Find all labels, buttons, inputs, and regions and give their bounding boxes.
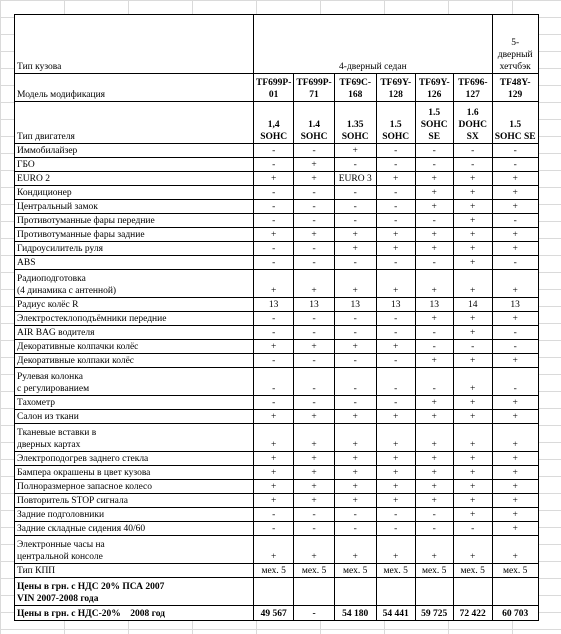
feature-value: - xyxy=(376,158,415,172)
feature-value: + xyxy=(334,466,376,480)
feature-row xyxy=(15,480,539,494)
feature-row xyxy=(15,326,539,340)
feature-value: + xyxy=(453,368,492,396)
feature-label: Бампера окрашены в цвет кузова xyxy=(15,466,254,480)
feature-row xyxy=(15,536,539,564)
feature-value: + xyxy=(376,172,415,186)
price-2007-value xyxy=(334,578,376,606)
feature-label: Декоративные колпаки колёс xyxy=(15,354,254,368)
feature-value: 14 xyxy=(453,298,492,312)
feature-value: + xyxy=(453,256,492,270)
feature-label: Электронные часы на центральной консоле xyxy=(15,536,254,564)
feature-value: - xyxy=(254,522,294,536)
feature-value: + xyxy=(453,214,492,228)
feature-label: Противотуманные фары задние xyxy=(15,228,254,242)
feature-value: + xyxy=(453,312,492,326)
feature-value: мех. 5 xyxy=(254,564,294,578)
feature-label: Полноразмерное запасное колесо xyxy=(15,480,254,494)
feature-value: - xyxy=(294,214,334,228)
feature-label: Задние складные сидения 40/60 xyxy=(15,522,254,536)
price-2007-value xyxy=(254,578,294,606)
feature-label: Кондиционер xyxy=(15,186,254,200)
feature-value: - xyxy=(334,312,376,326)
feature-row xyxy=(15,508,539,522)
feature-value: + xyxy=(415,536,453,564)
feature-value: 13 xyxy=(415,298,453,312)
model-code-2: TF699P- 71 xyxy=(294,74,334,102)
feature-value: + xyxy=(453,242,492,256)
feature-label: Задние подголовники xyxy=(15,508,254,522)
model-code-1: TF699P- 01 xyxy=(254,74,294,102)
feature-value: - xyxy=(453,144,492,158)
feature-value: + xyxy=(453,508,492,522)
engine-type-2: 1.4 SOHC xyxy=(294,102,334,144)
feature-row xyxy=(15,368,539,396)
feature-row xyxy=(15,522,539,536)
feature-value: + xyxy=(294,536,334,564)
feature-row xyxy=(15,298,539,312)
feature-value: 13 xyxy=(376,298,415,312)
feature-value: - xyxy=(376,354,415,368)
feature-value: - xyxy=(376,508,415,522)
engine-type-3: 1.35 SOHC xyxy=(334,102,376,144)
feature-value: - xyxy=(492,368,538,396)
feature-value: - xyxy=(254,312,294,326)
feature-value: + xyxy=(453,186,492,200)
price-2007-value xyxy=(376,578,415,606)
feature-value: + xyxy=(492,452,538,466)
price-2008-value: 54 180 xyxy=(334,606,376,621)
feature-value: + xyxy=(376,340,415,354)
feature-value: - xyxy=(254,354,294,368)
feature-value: - xyxy=(376,396,415,410)
feature-value: - xyxy=(334,354,376,368)
feature-value: + xyxy=(334,424,376,452)
feature-value: + xyxy=(453,396,492,410)
feature-value: - xyxy=(334,256,376,270)
feature-value: + xyxy=(376,452,415,466)
feature-value: + xyxy=(453,480,492,494)
feature-value: + xyxy=(334,242,376,256)
feature-value: + xyxy=(334,452,376,466)
feature-value: - xyxy=(334,200,376,214)
feature-value: + xyxy=(453,354,492,368)
feature-value: - xyxy=(492,326,538,340)
feature-value: + xyxy=(334,340,376,354)
feature-value: + xyxy=(254,480,294,494)
feature-value: + xyxy=(334,410,376,424)
feature-value: + xyxy=(294,452,334,466)
feature-row xyxy=(15,158,539,172)
feature-value: - xyxy=(376,214,415,228)
feature-value: - xyxy=(415,214,453,228)
feature-value: + xyxy=(294,424,334,452)
feature-value: - xyxy=(254,200,294,214)
feature-row xyxy=(15,452,539,466)
price-2008-value: 72 422 xyxy=(453,606,492,621)
feature-value: + xyxy=(415,186,453,200)
feature-value: - xyxy=(294,508,334,522)
feature-value: + xyxy=(294,270,334,298)
feature-value: - xyxy=(334,186,376,200)
feature-row xyxy=(15,242,539,256)
feature-value: мех. 5 xyxy=(492,564,538,578)
feature-value: - xyxy=(415,522,453,536)
feature-value: + xyxy=(492,186,538,200)
feature-value: EURO 3 xyxy=(334,172,376,186)
feature-value: + xyxy=(492,410,538,424)
feature-row xyxy=(15,564,539,578)
feature-value: + xyxy=(492,200,538,214)
feature-value: + xyxy=(492,228,538,242)
feature-label: Салон из ткани xyxy=(15,410,254,424)
specs-table xyxy=(14,14,539,621)
feature-value: - xyxy=(254,214,294,228)
feature-label: Электроподогрев заднего стекла xyxy=(15,452,254,466)
feature-value: - xyxy=(415,368,453,396)
feature-label: ГБО xyxy=(15,158,254,172)
model-code-6: TF696- 127 xyxy=(453,74,492,102)
feature-value: + xyxy=(415,424,453,452)
feature-value: - xyxy=(415,326,453,340)
feature-label: Тип КПП xyxy=(15,564,254,578)
feature-value: + xyxy=(453,452,492,466)
feature-value: - xyxy=(254,186,294,200)
feature-value: + xyxy=(254,452,294,466)
feature-value: + xyxy=(453,466,492,480)
feature-value: - xyxy=(334,508,376,522)
feature-value: - xyxy=(415,256,453,270)
feature-value: - xyxy=(294,522,334,536)
model-code-5: TF69Y- 126 xyxy=(415,74,453,102)
feature-value: + xyxy=(376,480,415,494)
feature-value: + xyxy=(453,536,492,564)
feature-value: + xyxy=(453,494,492,508)
feature-value: + xyxy=(254,536,294,564)
feature-row xyxy=(15,186,539,200)
price-2008-value: 59 725 xyxy=(415,606,453,621)
feature-value: - xyxy=(376,186,415,200)
feature-value: + xyxy=(492,494,538,508)
feature-value: - xyxy=(415,340,453,354)
feature-label: Гидроусилитель руля xyxy=(15,242,254,256)
price-2008-label: Цены в грн. с НДС-20% 2008 год xyxy=(15,606,254,621)
feature-value: - xyxy=(294,242,334,256)
body-type-label: Тип кузова xyxy=(15,15,254,74)
feature-value: - xyxy=(453,158,492,172)
feature-value: - xyxy=(492,144,538,158)
feature-value: + xyxy=(492,354,538,368)
feature-value: - xyxy=(254,256,294,270)
feature-value: + xyxy=(492,466,538,480)
feature-value: + xyxy=(376,494,415,508)
feature-value: + xyxy=(453,410,492,424)
feature-value: 13 xyxy=(254,298,294,312)
feature-value: + xyxy=(492,396,538,410)
price-2007-value xyxy=(294,578,334,606)
feature-row xyxy=(15,396,539,410)
feature-value: + xyxy=(415,242,453,256)
feature-value: + xyxy=(334,228,376,242)
feature-value: + xyxy=(334,536,376,564)
feature-value: + xyxy=(376,228,415,242)
price-2008-value: 49 567 xyxy=(254,606,294,621)
feature-value: + xyxy=(415,200,453,214)
feature-value: - xyxy=(376,522,415,536)
feature-row xyxy=(15,270,539,298)
feature-value: + xyxy=(415,452,453,466)
hatch-label: 5- дверный хетчбэк xyxy=(492,15,538,74)
feature-label: Противотуманные фары передние xyxy=(15,214,254,228)
feature-value: - xyxy=(294,200,334,214)
feature-row xyxy=(15,214,539,228)
feature-value: + xyxy=(453,200,492,214)
feature-value: + xyxy=(415,396,453,410)
feature-value: - xyxy=(376,312,415,326)
feature-value: + xyxy=(254,270,294,298)
feature-value: + xyxy=(415,172,453,186)
feature-value: + xyxy=(294,228,334,242)
feature-row xyxy=(15,340,539,354)
feature-value: мех. 5 xyxy=(294,564,334,578)
feature-value: + xyxy=(254,228,294,242)
feature-value: + xyxy=(415,312,453,326)
feature-row xyxy=(15,144,539,158)
feature-value: - xyxy=(334,522,376,536)
header-row-model xyxy=(15,74,539,102)
feature-value: + xyxy=(415,354,453,368)
feature-value: - xyxy=(254,326,294,340)
feature-value: + xyxy=(453,270,492,298)
feature-value: + xyxy=(492,270,538,298)
price-2007-value xyxy=(492,578,538,606)
price-row-2007 xyxy=(15,578,539,606)
feature-value: - xyxy=(492,340,538,354)
feature-value: + xyxy=(376,424,415,452)
feature-value: + xyxy=(294,466,334,480)
feature-value: + xyxy=(415,466,453,480)
feature-value: + xyxy=(294,494,334,508)
feature-value: 13 xyxy=(492,298,538,312)
feature-value: + xyxy=(492,508,538,522)
feature-value: + xyxy=(415,494,453,508)
feature-row xyxy=(15,256,539,270)
model-label: Модель модификация xyxy=(15,74,254,102)
feature-value: + xyxy=(376,410,415,424)
feature-value: + xyxy=(376,270,415,298)
feature-value: - xyxy=(415,144,453,158)
feature-value: - xyxy=(376,200,415,214)
feature-value: + xyxy=(415,410,453,424)
feature-label: EURO 2 xyxy=(15,172,254,186)
feature-label: Рулевая колонка с регулированием xyxy=(15,368,254,396)
feature-value: - xyxy=(334,158,376,172)
model-code-7: TF48Y- 129 xyxy=(492,74,538,102)
feature-value: + xyxy=(334,144,376,158)
feature-value: + xyxy=(254,340,294,354)
price-2008-value: - xyxy=(294,606,334,621)
feature-value: - xyxy=(334,326,376,340)
feature-value: + xyxy=(453,326,492,340)
feature-value: - xyxy=(334,214,376,228)
feature-label: Декоративные колпачки колёс xyxy=(15,340,254,354)
price-2007-value xyxy=(453,578,492,606)
feature-row xyxy=(15,200,539,214)
price-2008-value: 60 703 xyxy=(492,606,538,621)
feature-value: - xyxy=(453,340,492,354)
engine-type-6: 1.6 DOHC SX xyxy=(453,102,492,144)
feature-value: мех. 5 xyxy=(415,564,453,578)
feature-value: + xyxy=(254,494,294,508)
feature-value: + xyxy=(254,424,294,452)
feature-value: - xyxy=(254,158,294,172)
feature-value: - xyxy=(376,144,415,158)
price-row-2008 xyxy=(15,606,539,621)
engine-type-4: 1.5 SOHC xyxy=(376,102,415,144)
feature-value: + xyxy=(492,242,538,256)
feature-value: - xyxy=(334,396,376,410)
feature-value: + xyxy=(294,340,334,354)
feature-value: - xyxy=(453,522,492,536)
feature-value: 13 xyxy=(334,298,376,312)
feature-label: Иммобилайзер xyxy=(15,144,254,158)
feature-row xyxy=(15,466,539,480)
feature-value: - xyxy=(294,326,334,340)
feature-label: Электростеклоподъёмники передние xyxy=(15,312,254,326)
engine-type-5: 1.5 SOHC SE xyxy=(415,102,453,144)
feature-value: мех. 5 xyxy=(453,564,492,578)
feature-label: AIR BAG водителя xyxy=(15,326,254,340)
engine-label: Тип двигателя xyxy=(15,102,254,144)
feature-value: + xyxy=(376,466,415,480)
feature-value: - xyxy=(415,508,453,522)
feature-value: + xyxy=(415,228,453,242)
feature-value: - xyxy=(254,368,294,396)
feature-value: + xyxy=(492,424,538,452)
feature-value: - xyxy=(376,326,415,340)
feature-value: - xyxy=(492,158,538,172)
feature-value: + xyxy=(376,242,415,256)
feature-value: - xyxy=(492,256,538,270)
feature-value: + xyxy=(294,172,334,186)
feature-row xyxy=(15,494,539,508)
feature-label: Тканевые вставки в дверных картах xyxy=(15,424,254,452)
feature-row xyxy=(15,424,539,452)
feature-label: Радиоподготовка (4 динамика с антенной) xyxy=(15,270,254,298)
feature-value: - xyxy=(415,158,453,172)
feature-value: - xyxy=(294,312,334,326)
feature-value: - xyxy=(254,396,294,410)
feature-value: + xyxy=(254,466,294,480)
feature-value: + xyxy=(415,480,453,494)
feature-value: + xyxy=(453,228,492,242)
feature-value: - xyxy=(294,396,334,410)
feature-value: + xyxy=(254,172,294,186)
feature-value: + xyxy=(294,410,334,424)
feature-row xyxy=(15,354,539,368)
model-code-3: TF69C- 168 xyxy=(334,74,376,102)
feature-value: мех. 5 xyxy=(376,564,415,578)
feature-value: + xyxy=(492,536,538,564)
feature-value: - xyxy=(254,242,294,256)
feature-value: + xyxy=(334,480,376,494)
engine-type-7: 1.5 SOHC SE xyxy=(492,102,538,144)
feature-row xyxy=(15,312,539,326)
feature-value: + xyxy=(415,270,453,298)
feature-value: + xyxy=(254,410,294,424)
feature-row xyxy=(15,228,539,242)
feature-label: Радиус колёс R xyxy=(15,298,254,312)
feature-value: - xyxy=(254,144,294,158)
price-2008-value: 54 441 xyxy=(376,606,415,621)
feature-value: - xyxy=(376,368,415,396)
feature-value: - xyxy=(254,508,294,522)
feature-value: - xyxy=(294,144,334,158)
header-row-engine xyxy=(15,102,539,144)
feature-value: - xyxy=(376,256,415,270)
feature-value: + xyxy=(492,312,538,326)
price-2007-value xyxy=(415,578,453,606)
feature-value: - xyxy=(294,354,334,368)
feature-value: мех. 5 xyxy=(334,564,376,578)
feature-value: + xyxy=(492,480,538,494)
feature-label: ABS xyxy=(15,256,254,270)
feature-value: + xyxy=(294,158,334,172)
header-row-body-type xyxy=(15,15,539,74)
feature-value: - xyxy=(294,256,334,270)
feature-value: + xyxy=(376,536,415,564)
feature-label: Тахометр xyxy=(15,396,254,410)
feature-value: + xyxy=(334,494,376,508)
engine-type-1: 1,4 SOHC xyxy=(254,102,294,144)
feature-value: + xyxy=(334,270,376,298)
feature-row xyxy=(15,172,539,186)
feature-value: + xyxy=(453,172,492,186)
feature-row xyxy=(15,410,539,424)
feature-value: - xyxy=(334,368,376,396)
feature-label: Повторитель STOP сигнала xyxy=(15,494,254,508)
feature-value: + xyxy=(492,522,538,536)
model-code-4: TF69Y- 128 xyxy=(376,74,415,102)
feature-value: 13 xyxy=(294,298,334,312)
sedan-label: 4-дверный седан xyxy=(254,15,493,74)
feature-label: Центральный замок xyxy=(15,200,254,214)
feature-value: - xyxy=(294,186,334,200)
feature-value: - xyxy=(294,368,334,396)
feature-value: - xyxy=(492,214,538,228)
feature-value: + xyxy=(453,424,492,452)
feature-value: + xyxy=(294,480,334,494)
price-2007-label: Цены в грн. с НДС 20% ПСА 2007 VIN 2007-2008 года xyxy=(15,578,254,606)
feature-value: + xyxy=(492,172,538,186)
